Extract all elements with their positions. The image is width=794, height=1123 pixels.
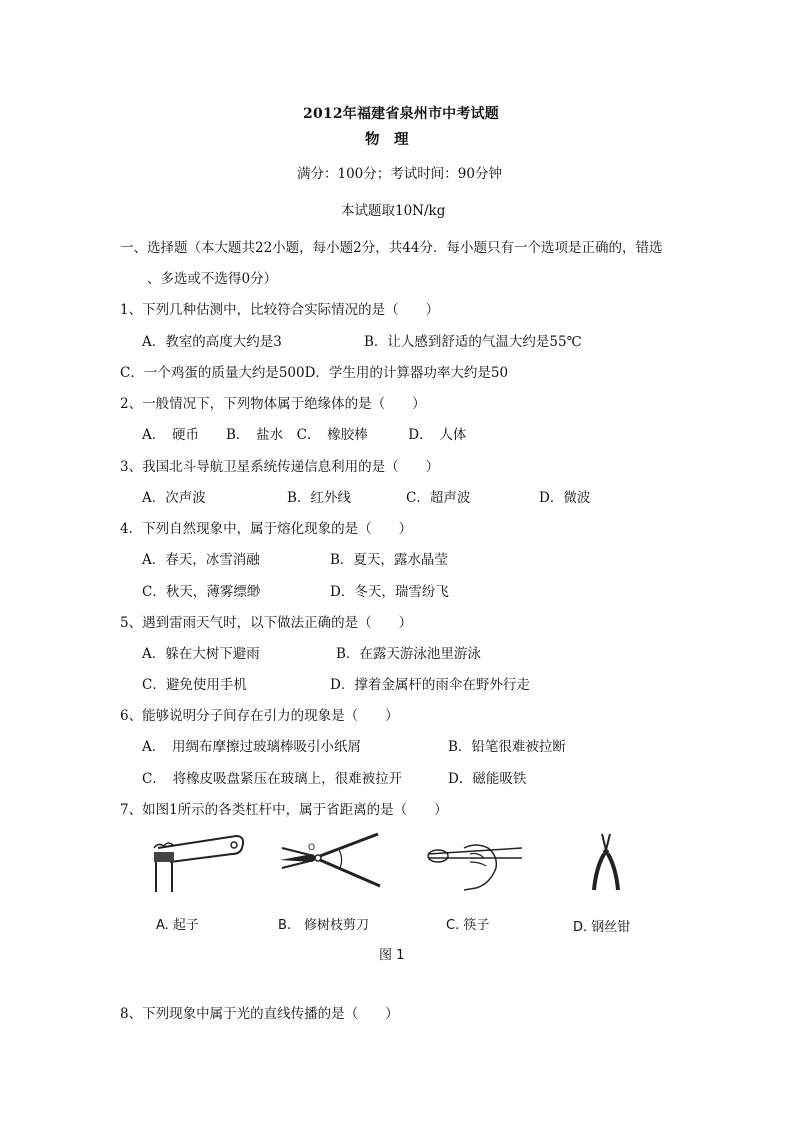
question-4-option-a: A．春天，冰雪消融 — [142, 552, 260, 568]
question-6-option-a: A． 用绸布摩擦过玻璃棒吸引小纸屑 — [142, 739, 361, 755]
question-4-stem: 4．下列自然现象中，属于熔化现象的是（ ） — [120, 521, 413, 537]
question-5-option-d: D．撑着金属杆的雨伞在野外行走 — [330, 677, 530, 693]
chopsticks-figure — [424, 834, 524, 892]
figure-1-label-b: B. 修树枝剪刀 — [278, 918, 370, 933]
question-5-option-a: A．躲在大树下避雨 — [142, 646, 260, 662]
pruning-shears-figure — [278, 830, 383, 892]
exam-info: 满分：100分；考试时间：90分钟 — [297, 166, 502, 182]
question-1-option-b: B．让人感到舒适的气温大约是55℃ — [364, 334, 582, 350]
question-5-option-c: C．避免使用手机 — [142, 677, 247, 693]
figure-1-caption: 图 1 — [379, 948, 405, 963]
figure-1-label-c: C. 筷子 — [446, 918, 490, 933]
question-3-option-b: B．红外线 — [287, 490, 351, 506]
question-1-stem: 1、下列几种估测中，比较符合实际情况的是（ ） — [120, 302, 440, 318]
wire-pliers-figure — [586, 832, 626, 894]
question-4-option-d: D．冬天，瑞雪纷飞 — [330, 584, 449, 600]
question-2-stem: 2、一般情况下，下列物体属于绝缘体的是（ ） — [120, 396, 426, 412]
question-3-stem: 3、我国北斗导航卫星系统传递信息利用的是（ ） — [120, 459, 440, 475]
question-6-stem: 6、能够说明分子间存在引力的现象是（ ） — [120, 708, 399, 724]
question-1-option-cd: C．一个鸡蛋的质量大约是500D．学生用的计算器功率大约是50 — [120, 365, 509, 381]
figure-1-label-a: A. 起子 — [156, 918, 199, 933]
exam-note: 本试题取10N/kg — [341, 203, 446, 219]
question-8-stem: 8、下列现象中属于光的直线传播的是（ ） — [120, 1006, 399, 1022]
question-3-option-d: D．微波 — [539, 490, 591, 506]
bottle-opener-figure — [148, 830, 248, 900]
section-heading-line2: 、多选或不选得0分） — [147, 271, 278, 287]
section-heading-line1: 一、选择题（本大题共22小题，每小题2分，共44分．每小题只有一个选项是正确的，错选 — [120, 240, 663, 256]
svg-text:O: O — [308, 843, 316, 853]
question-2-options: A． 硬币 B． 盐水 C． 橡胶棒 D． 人体 — [142, 427, 467, 443]
question-5-stem: 5、遇到雷雨天气时，以下做法正确的是（ ） — [120, 615, 413, 631]
question-6-option-b: B．铅笔很难被拉断 — [448, 739, 566, 755]
question-1-option-a: A．教室的高度大约是3 — [142, 334, 282, 350]
question-7-stem: 7、如图1所示的各类杠杆中，属于省距离的是（ ） — [120, 802, 448, 818]
exam-title: 2012年福建省泉州市中考试题 — [303, 106, 499, 122]
question-4-option-c: C．秋天，薄雾缥缈 — [142, 584, 261, 600]
subject-title: 物 理 — [365, 131, 409, 148]
figure-1-label-d: D. 钢丝钳 — [573, 920, 631, 935]
question-3-option-a: A．次声波 — [142, 490, 206, 506]
question-3-option-c: C．超声波 — [406, 490, 471, 506]
question-5-option-b: B．在露天游泳池里游泳 — [336, 646, 481, 662]
question-4-option-b: B．夏天，露水晶莹 — [330, 552, 448, 568]
question-6-option-d: D．磁能吸铁 — [448, 771, 527, 787]
question-6-option-c: C． 将橡皮吸盘紧压在玻璃上，很难被拉开 — [142, 771, 403, 787]
